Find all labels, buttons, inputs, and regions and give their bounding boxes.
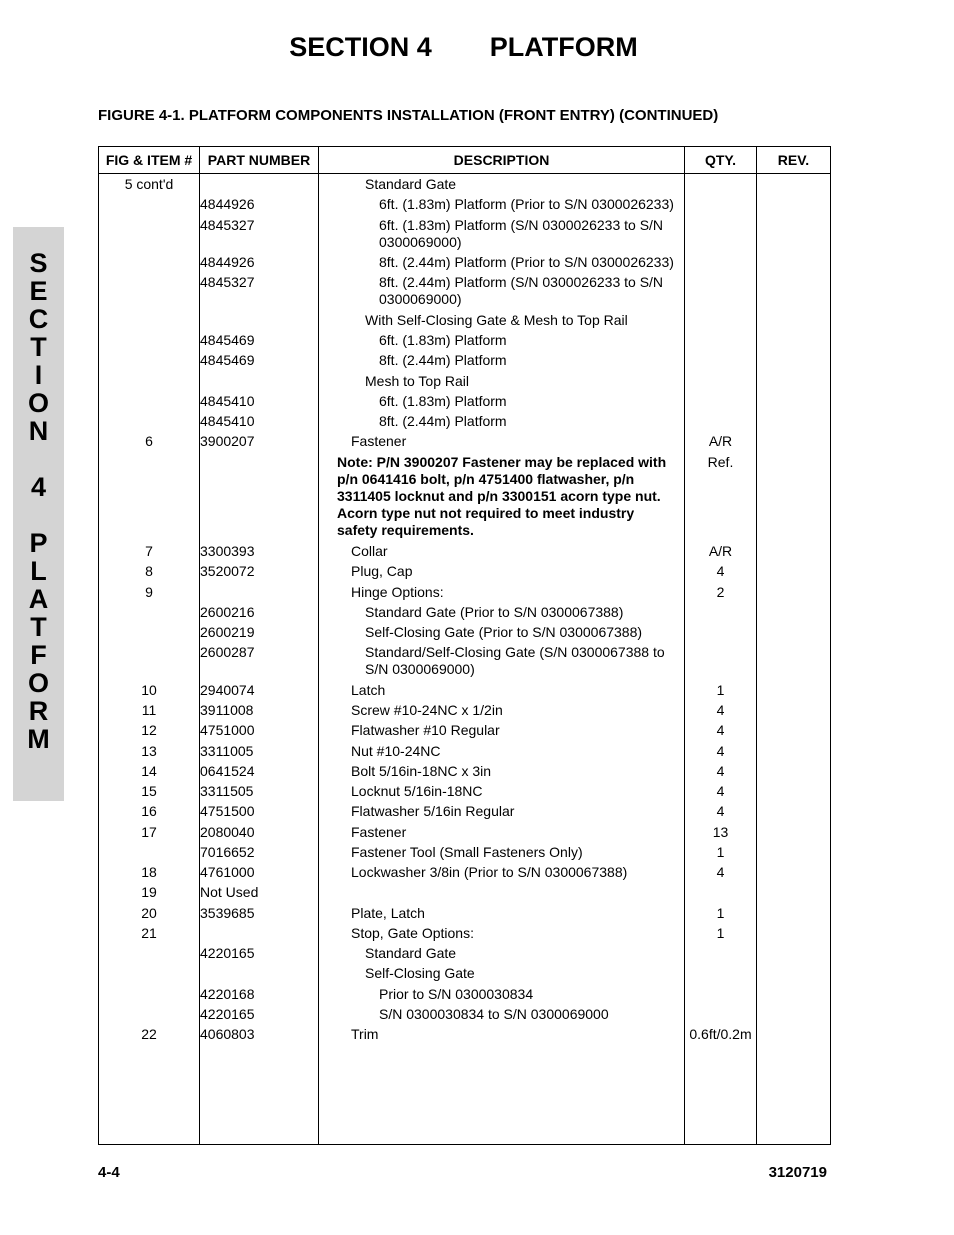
fig-item-cell: 10 [141,681,157,698]
qty-cell: A/R [708,543,733,559]
side-tab-letter: R [28,696,49,726]
description-cell: 6ft. (1.83m) Platform [379,332,507,348]
description-cell: Latch [351,681,386,698]
part-number-cell: 7016652 [200,843,255,860]
qty-cell: 0.6ft/0.2m [689,1026,752,1042]
note-cell: Note: P/N 3900207 Fastener may be replaced with p/n 0641416 bolt, p/n 4751400 flatwasher, p/n 3311405 locknut and p/n 3300151 acorn type nut. Acorn type nut not required to meet industry safety requirements. [337,453,667,538]
description-cell: Plug, Cap [351,563,413,580]
qty-cell: 2 [716,583,725,600]
section-name: PLATFORM [489,32,638,62]
qty-cell [685,882,756,902]
fig-item-cell [99,452,199,542]
fig-item-cell [99,411,199,431]
description-cell: 8ft. (2.44m) Platform [379,352,507,369]
description-cell [319,882,684,902]
description-cell: Standard Gate [365,176,457,192]
part-number-cell: 4060803 [200,1026,255,1042]
fig-item-cell: 5 cont'd [124,176,174,192]
qty-cell [685,252,756,272]
description-cell: 8ft. (2.44m) Platform [379,413,507,429]
description-cell: Standard Gate (Prior to S/N 0300067388) [365,603,624,620]
fig-item-cell [99,842,199,862]
qty-cell: 4 [716,742,725,759]
figure-title: FIGURE 4-1. PLATFORM COMPONENTS INSTALLATION (FRONT ENTRY) (CONTINUED) [98,107,719,124]
side-tab-letter: I [34,360,43,390]
side-tab-letter: F [30,640,47,670]
qty-cell [685,174,756,194]
part-number-cell: 3911008 [200,702,254,718]
side-tab-letter: T [30,332,47,362]
qty-cell [685,371,756,391]
qty-cell [685,984,756,1004]
description-cell: Bolt 5/16in-18NC x 3in [351,762,492,779]
description-cell: Prior to S/N 0300030834 [379,985,534,1002]
part-number-cell [200,582,318,602]
qty-cell: 4 [716,563,725,580]
qty-cell: 4 [716,864,725,880]
qty-cell [685,310,756,330]
side-tab-letter: O [27,388,49,418]
column-header-part-number: PART NUMBER [200,147,319,174]
qty-cell: 1 [716,843,725,860]
description-cell: Self-Closing Gate [365,965,475,982]
fig-item-cell: 18 [141,864,157,880]
fig-item-cell: 12 [141,722,157,739]
description-cell: 6ft. (1.83m) Platform [379,392,507,409]
description-cell: Standard/Self-Closing Gate (S/N 0300067388 to S/N 0300069000) [365,644,665,678]
column-header-description: DESCRIPTION [319,147,685,174]
section-title [0,32,927,63]
side-tab-letter: P [29,528,48,558]
fig-item-cell: 17 [141,823,157,840]
part-number-cell: 4844926 [200,196,255,213]
part-number-cell: 3539685 [200,904,255,921]
description-cell: Screw #10-24NC x 1/2in [351,702,503,718]
qty-cell: 4 [716,783,725,799]
part-number-cell: 4220165 [200,1005,255,1022]
qty-cell [685,642,756,680]
part-number-cell: 4845327 [200,274,255,291]
qty-cell [685,215,756,253]
fig-item-cell: 7 [145,543,153,559]
part-number-cell: 2600216 [200,603,255,620]
fig-item-cell [99,963,199,983]
part-number-cell [200,452,318,542]
qty-cell [685,350,756,370]
part-number-cell [200,923,318,943]
part-number-cell: 2940074 [200,681,255,698]
fig-column [99,174,200,1145]
fig-item-cell [99,1004,199,1024]
description-cell: 6ft. (1.83m) Platform (Prior to S/N 0300026233) [379,196,674,213]
fig-item-cell [99,371,199,391]
qty-cell: A/R [708,433,733,450]
description-cell: Plate, Latch [351,904,425,921]
qty-cell [685,1004,756,1024]
parts-table [98,146,831,1145]
fig-item-cell [99,391,199,411]
table-body-row [99,174,831,1145]
part-number-cell: 4845410 [200,413,255,429]
qty-cell: 1 [716,924,725,941]
side-tab-letter: C [28,304,49,334]
fig-item-cell: 6 [145,433,153,450]
fig-item-cell [99,622,199,642]
fig-item-cell: 19 [141,884,157,901]
description-cell: Trim [351,1026,379,1042]
part-number-cell [200,963,318,983]
description-cell: Flatwasher 5/16in Regular [351,803,515,820]
side-tab-letter: A [28,584,49,614]
qty-cell [685,330,756,350]
fig-item-cell: 21 [141,924,157,941]
description-cell: Collar [351,543,388,559]
qty-cell: 4 [716,702,725,718]
side-tab-letter: E [29,276,48,306]
qty-cell: 4 [716,762,725,779]
fig-item-cell [99,602,199,622]
part-number-cell: 4845410 [200,392,255,409]
qty-cell: Ref. [707,453,734,470]
fig-item-cell: 13 [141,742,157,759]
description-cell: Fastener [351,823,407,840]
qty-cell [685,963,756,983]
description-cell: Nut #10-24NC [351,742,441,759]
qty-cell [685,272,756,310]
description-cell: Fastener [351,433,407,450]
qty-column [685,174,757,1145]
part-number-cell: 3520072 [200,563,255,580]
qty-cell: 13 [712,823,729,840]
part-number-cell: 4751500 [200,803,255,820]
fig-item-cell [99,984,199,1004]
page-number: 4-4 [98,1164,120,1181]
part-number-cell: 4761000 [200,864,255,880]
description-cell: 6ft. (1.83m) Platform (S/N 0300026233 to S/N 0300069000) [379,216,664,250]
description-column [319,174,685,1145]
part-number-cell: 4844926 [200,254,255,270]
qty-cell: 1 [716,681,725,698]
description-cell: Flatwasher #10 Regular [351,722,500,739]
column-header-rev: REV. [757,147,831,174]
section-number: SECTION 4 [289,32,432,62]
side-tab-letter: S [29,248,48,278]
side-tab-letter: O [27,668,49,698]
side-tab-letter: N [28,416,49,446]
fig-item-cell: 22 [141,1026,157,1042]
part-number-cell [200,310,318,330]
description-cell: S/N 0300030834 to S/N 0300069000 [379,1005,609,1022]
description-cell: Mesh to Top Rail [365,372,470,389]
fig-item-cell [99,330,199,350]
fig-item-cell: 20 [141,904,157,921]
part-number-cell [200,174,318,194]
part-number-cell: Not Used [200,884,259,901]
part-number-cell: 2600287 [200,644,255,661]
qty-cell [685,194,756,214]
qty-cell: 4 [716,722,725,739]
fig-item-cell: 8 [145,563,153,580]
part-number-cell: 4751000 [200,722,255,739]
fig-item-cell: 15 [141,783,157,799]
part-number-column [200,174,319,1145]
fig-item-cell [99,642,199,680]
part-number-cell [200,371,318,391]
part-number-cell: 3300393 [200,543,255,559]
description-cell: Stop, Gate Options: [351,924,474,941]
fig-item-cell [99,350,199,370]
section-side-tab [13,227,64,801]
part-number-cell: 2080040 [200,823,255,840]
fig-item-cell: 11 [141,702,157,718]
part-number-cell: 3311005 [200,742,254,759]
part-number-cell: 3311505 [200,783,254,799]
fig-item-cell: 9 [145,583,153,600]
description-cell: Standard Gate [365,945,457,961]
fig-item-cell: 14 [141,762,157,779]
part-number-cell: 2600219 [200,624,255,640]
fig-item-cell [99,215,199,253]
part-number-cell: 4220165 [200,945,255,961]
fig-item-cell [99,194,199,214]
qty-cell [685,391,756,411]
side-tab-letter: 4 [30,472,47,502]
fig-item-cell [99,272,199,310]
description-cell: With Self-Closing Gate & Mesh to Top Rail [365,311,628,328]
fig-item-cell [99,943,199,963]
side-tab-letter: T [30,612,47,642]
description-cell: Hinge Options: [351,583,444,600]
table-header-row [99,147,831,174]
part-number-cell: 3900207 [200,433,255,450]
description-cell: Locknut 5/16in-18NC [351,783,483,799]
description-cell: Fastener Tool (Small Fasteners Only) [351,843,583,860]
part-number-cell: 4845469 [200,332,255,348]
document-number: 3120719 [768,1164,827,1181]
side-tab-letter: M [27,724,50,754]
description-cell: 8ft. (2.44m) Platform (Prior to S/N 0300026233) [379,254,674,270]
side-tab-letter: L [30,556,47,586]
rev-column [757,174,831,1145]
qty-cell [685,411,756,431]
qty-cell [685,622,756,642]
qty-cell: 4 [716,803,725,820]
part-number-cell: 4845469 [200,352,255,369]
fig-item-cell [99,252,199,272]
part-number-cell: 0641524 [200,762,255,779]
qty-cell: 1 [716,904,725,921]
column-header-fig: FIG & ITEM # [99,147,200,174]
description-cell: Self-Closing Gate (Prior to S/N 0300067388) [365,624,643,640]
fig-item-cell: 16 [141,803,157,820]
qty-cell [685,943,756,963]
qty-cell [685,602,756,622]
part-number-cell: 4220168 [200,985,255,1002]
description-cell: Lockwasher 3/8in (Prior to S/N 0300067388) [351,864,628,880]
column-header-qty: QTY. [685,147,757,174]
part-number-cell: 4845327 [200,216,255,233]
description-cell: 8ft. (2.44m) Platform (S/N 0300026233 to S/N 0300069000) [379,274,664,308]
fig-item-cell [99,310,199,330]
